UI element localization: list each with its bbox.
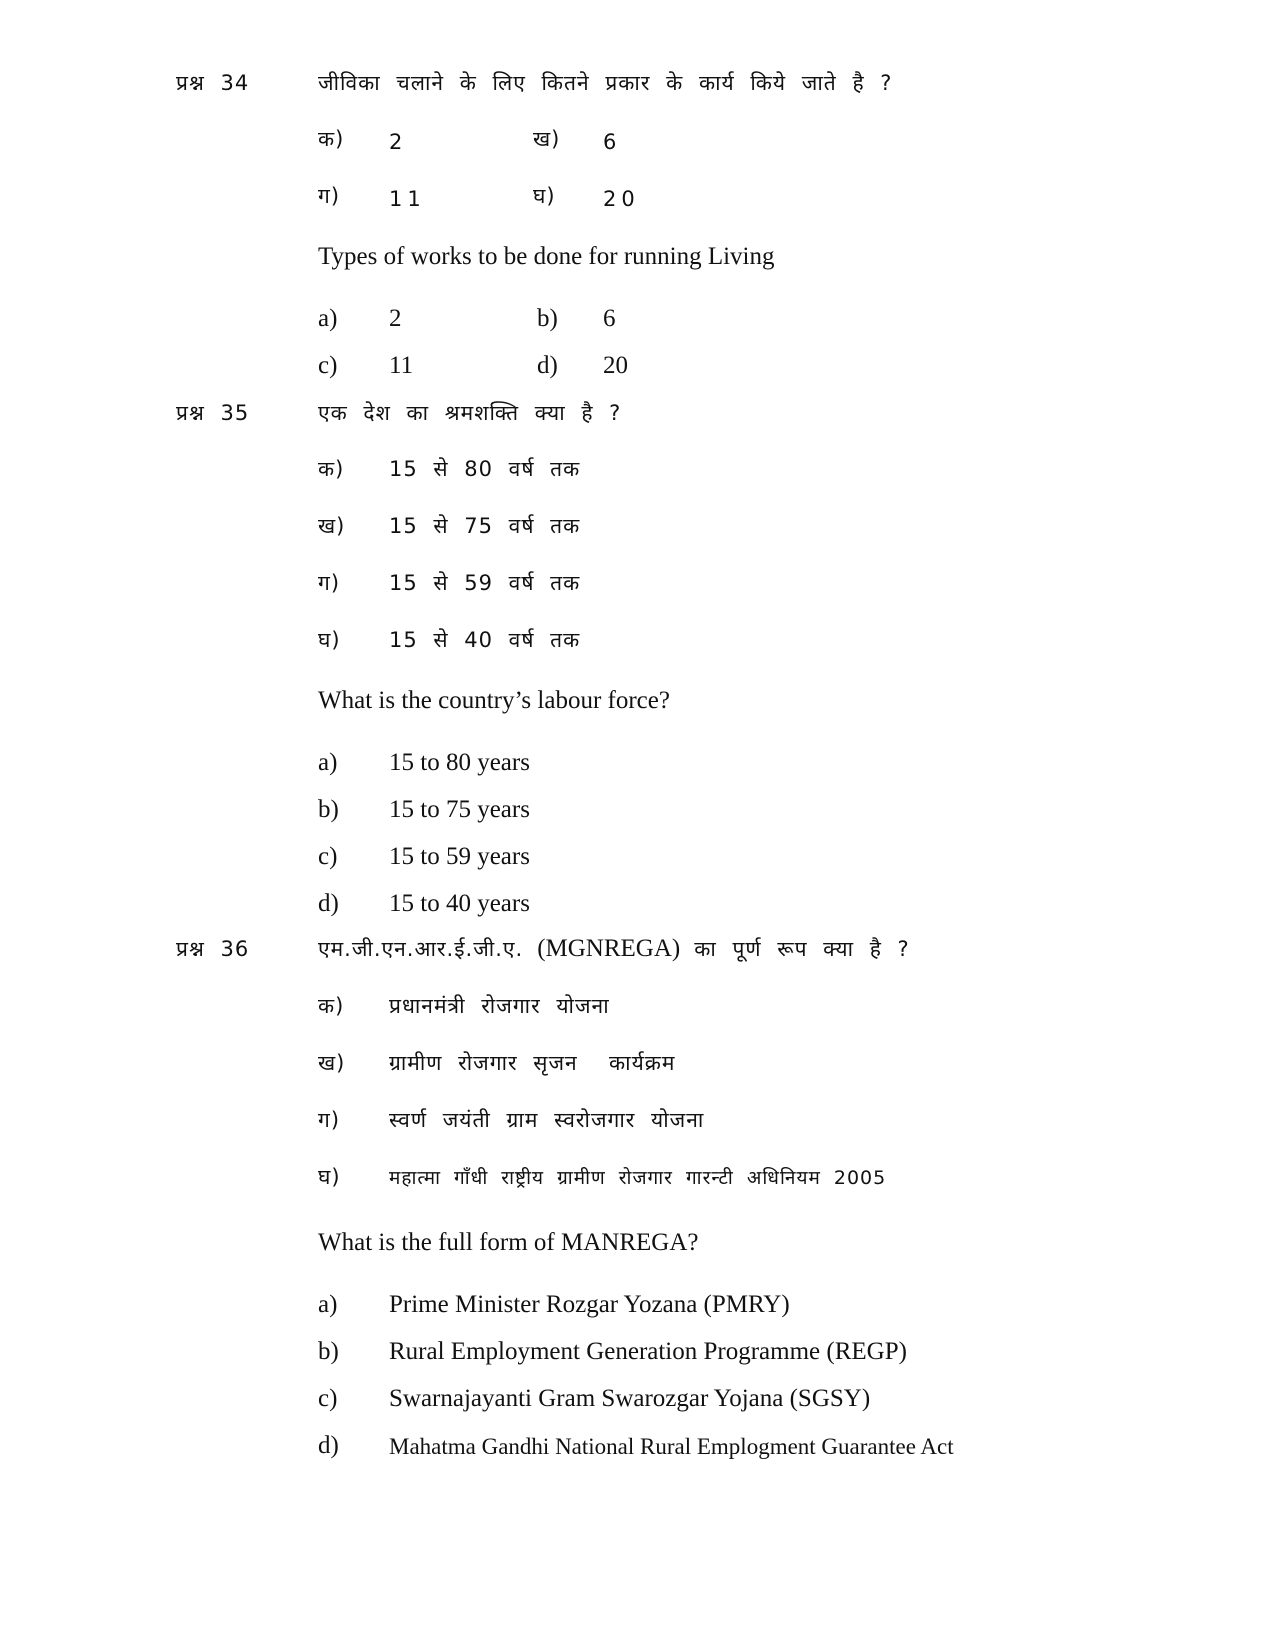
english-option-value: 15 to 75 years [389, 796, 530, 823]
hindi-option-label: क) [318, 457, 345, 481]
english-option-value: Prime Minister Rozgar Yozana (PMRY) [389, 1291, 790, 1318]
english-option-value: 15 to 40 years [389, 890, 530, 917]
english-option-label: b) [318, 796, 339, 823]
hindi-option-label: क) [318, 127, 345, 151]
english-option-label: a) [318, 749, 338, 776]
english-option-value: Swarnajayanti Gram Swarozgar Yojana (SGSY) [389, 1385, 871, 1412]
english-option-label: c) [318, 843, 338, 870]
hindi-option-label: ख) [318, 1051, 346, 1075]
english-option-label: b) [537, 305, 558, 332]
hindi-option-label: ग) [318, 571, 341, 595]
english-option-label: c) [318, 352, 338, 379]
hindi-question-text: जीविका चलाने के लिए कितने प्रकार के कार्य किये जाते है ? [318, 71, 893, 95]
english-option-label: b) [318, 1338, 339, 1365]
hindi-option-label: घ) [318, 628, 341, 652]
hindi-option-value: 15 से 59 वर्ष तक [389, 571, 581, 595]
hindi-option-value: प्रधानमंत्री रोजगार योजना [389, 994, 610, 1018]
hindi-option-value: 15 से 80 वर्ष तक [389, 457, 581, 481]
hindi-option-value: 11 [389, 187, 426, 211]
hindi-option-value: 2 [389, 130, 408, 154]
english-option-value: Rural Employment Generation Programme (REGP) [389, 1338, 907, 1365]
hindi-option-value: 15 से 75 वर्ष तक [389, 514, 581, 538]
english-option-label: a) [318, 305, 338, 332]
english-option-label: a) [318, 1291, 338, 1318]
english-question-text: Types of works to be done for running Living [318, 243, 775, 270]
hindi-option-value: महात्मा गाँधी राष्ट्रीय ग्रामीण रोजगार गारन्टी अधिनियम 2005 [389, 1167, 887, 1189]
hindi-option-label: क) [318, 994, 345, 1018]
hindi-question-rest: का पूर्ण रूप क्या है ? [694, 937, 910, 961]
english-option-value: 11 [389, 352, 414, 379]
english-option-value: Mahatma Gandhi National Rural Emplogment Guarantee Act [389, 1434, 954, 1459]
hindi-question-text: एक देश का श्रमशक्ति क्या है ? [318, 401, 622, 425]
english-question-text: What is the country’s labour force? [318, 687, 670, 714]
question-number: प्रश्न 35 [176, 401, 250, 425]
hindi-option-label: ग) [318, 1108, 341, 1132]
english-option-value: 15 to 80 years [389, 749, 530, 776]
hindi-option-label: ग) [318, 184, 341, 208]
english-question-text: What is the full form of MANREGA? [318, 1229, 699, 1256]
hindi-option-value: 6 [603, 130, 622, 154]
hindi-option-label: ख) [318, 514, 346, 538]
english-option-label: d) [318, 890, 339, 917]
hindi-question-abbreviation: एम.जी.एन.आर.ई.जी.ए. [318, 937, 524, 961]
hindi-option-label: घ) [318, 1165, 341, 1189]
hindi-question-text [318, 936, 910, 961]
question-number: प्रश्न 34 [176, 71, 250, 95]
hindi-option-value: ग्रामीण रोजगार सृजन कार्यक्रम [389, 1051, 676, 1075]
english-option-value: 6 [603, 305, 616, 332]
question-number: प्रश्न 36 [176, 937, 250, 961]
hindi-option-value: स्वर्ण जयंती ग्राम स्वरोजगार योजना [389, 1108, 705, 1132]
english-option-label: d) [537, 352, 558, 379]
english-option-value: 15 to 59 years [389, 843, 530, 870]
hindi-question-acronym: (MGNREGA) [537, 935, 681, 962]
hindi-option-label: ख) [533, 127, 561, 151]
hindi-option-label: घ) [533, 184, 556, 208]
english-option-value: 2 [389, 305, 402, 332]
english-option-label: d) [318, 1432, 339, 1459]
hindi-option-value: 15 से 40 वर्ष तक [389, 628, 581, 652]
hindi-option-value: 20 [603, 187, 640, 211]
english-option-label: c) [318, 1385, 338, 1412]
english-option-value: 20 [603, 352, 628, 379]
